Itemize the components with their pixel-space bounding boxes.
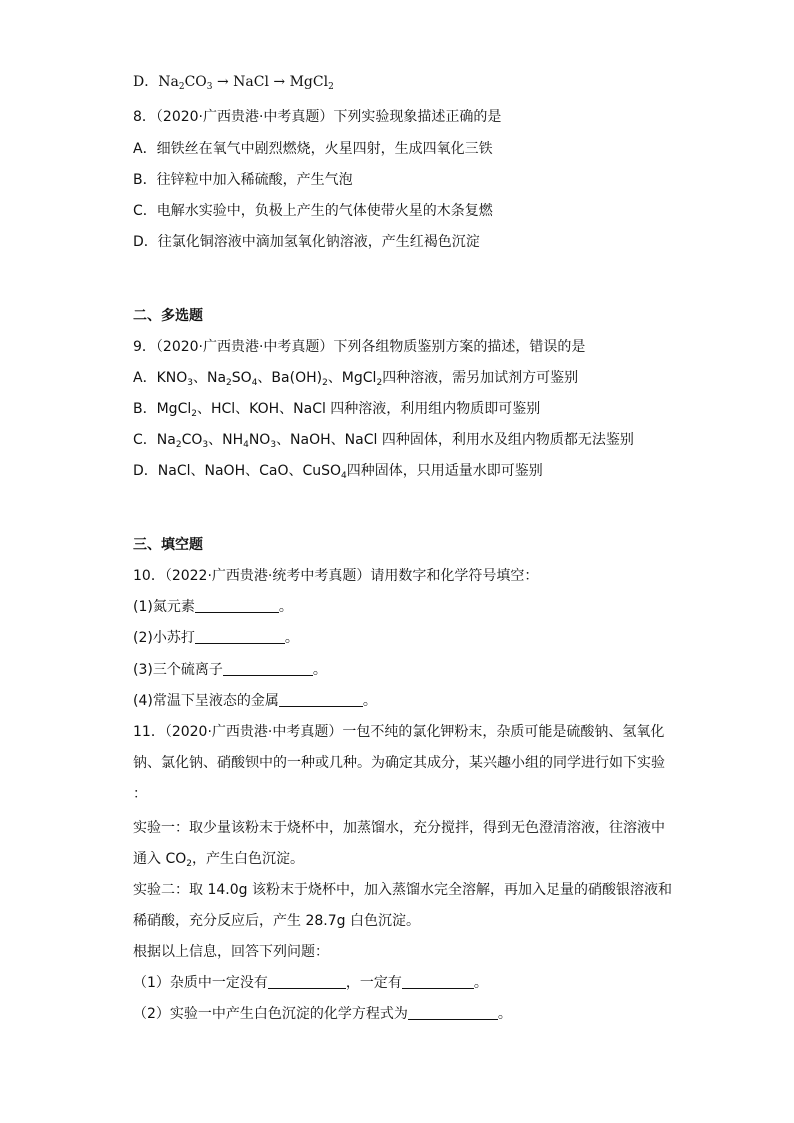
- subscript: 4: [251, 378, 258, 388]
- q9-option-a: [133, 368, 578, 388]
- q11-exp2-line-2: 稀硝酸，充分反应后，产生 28.7g 白色沉淀。: [133, 913, 420, 929]
- arrow-icon: →: [268, 74, 290, 90]
- subscript: 4: [341, 471, 347, 481]
- subscript: 4: [243, 440, 249, 450]
- text: 、NH: [208, 432, 244, 448]
- subscript: 2: [376, 378, 383, 388]
- section-title-fill-in: 三、填空题: [133, 537, 203, 553]
- text: ，一定有: [345, 975, 402, 991]
- subscript: 2: [226, 378, 232, 388]
- formula-part: MgCl: [289, 74, 329, 90]
- text: 。: [497, 1006, 512, 1022]
- option-prefix: D．: [133, 74, 159, 90]
- subscript: 3: [202, 440, 209, 450]
- formula-part: Na: [158, 74, 179, 90]
- text: 。: [473, 975, 488, 991]
- formula-part: CO: [184, 74, 207, 90]
- q9-option-b: [133, 399, 540, 419]
- answer-blank[interactable]: [195, 629, 285, 644]
- text: 。: [284, 630, 299, 646]
- text: 四种溶液，需另加试剂方可鉴别: [382, 370, 579, 386]
- q9-option-d: [133, 461, 543, 481]
- text: 。: [312, 662, 327, 678]
- subscript: 3: [206, 82, 213, 92]
- section-title-multiple-choice: 二、多选题: [133, 308, 203, 324]
- q8-option-c: C．电解水实验中，负极上产生的气体使带火星的木条复燃: [133, 203, 493, 219]
- q10-item-1: [133, 597, 293, 617]
- q10-item-4: [133, 691, 377, 711]
- q8-option-b: B．往锌粒中加入稀硫酸，产生气泡: [133, 172, 353, 188]
- q8-option-a: A．细铁丝在氧气中剧烈燃烧，火星四射，生成四氧化三铁: [133, 141, 493, 157]
- subscript: 2: [328, 82, 334, 92]
- item-label: (4)常温下呈液态的金属: [133, 693, 279, 709]
- q11-sub-2: [133, 1004, 512, 1024]
- subscript: 2: [191, 409, 197, 419]
- text: SO: [231, 370, 252, 386]
- q9-option-c: [133, 430, 634, 450]
- text: 通入 CO: [133, 851, 187, 867]
- q11-exp1-line-2: [133, 849, 304, 869]
- text: 、NaOH、NaCl 四种固体，利用水及组内物质都无法鉴别: [276, 432, 634, 448]
- arrow-icon: →: [212, 74, 234, 90]
- answer-blank[interactable]: [268, 974, 346, 989]
- text: 。: [278, 599, 293, 615]
- q7-option-d: [133, 72, 334, 92]
- text: 四种固体，只用适量水即可鉴别: [346, 463, 543, 479]
- text: D．NaCl、NaOH、CaO、CuSO: [133, 463, 342, 479]
- formula-part: NaCl: [233, 74, 269, 90]
- item-label: (2)小苏打: [133, 630, 195, 646]
- subscript: 2: [178, 82, 185, 92]
- text: 。: [362, 693, 377, 709]
- item-label: (1)氮元素: [133, 599, 195, 615]
- answer-blank[interactable]: [195, 598, 279, 613]
- text: （1）杂质中一定没有: [133, 975, 268, 991]
- answer-blank[interactable]: [279, 692, 363, 707]
- text: ，产生白色沉淀。: [191, 851, 304, 867]
- answer-blank[interactable]: [402, 974, 474, 989]
- q11-stem-line-1: 11．（2020·广西贵港·中考真题）一包不纯的氯化钾粉末，杂质可能是硫酸钠、氢氧化: [133, 724, 665, 740]
- q11-intro: 根据以上信息，回答下列问题：: [133, 944, 329, 960]
- q11-exp2-line-1: 实验二：取 14.0g 该粉末于烧杯中，加入蒸馏水完全溶解，再加入足量的硝酸银溶液和: [133, 882, 672, 898]
- answer-blank[interactable]: [408, 1005, 498, 1020]
- text: CO: [181, 432, 203, 448]
- q11-stem-line-2: 钠、氯化钠、硝酸钡中的一种或几种。为确定其成分，某兴趣小组的同学进行如下实验: [133, 755, 665, 771]
- q10-item-2: [133, 628, 299, 648]
- text: 、Ba(OH): [257, 370, 323, 386]
- q8-option-d: D．往氯化铜溶液中滴加氢氧化钠溶液，产生红褐色沉淀: [133, 234, 480, 250]
- subscript: 2: [186, 859, 192, 869]
- item-label: (3)三个硫离子: [133, 662, 223, 678]
- q11-exp1-line-1: 实验一：取少量该粉末于烧杯中，加蒸馏水，充分搅拌，得到无色澄清溶液，往溶液中: [133, 820, 665, 836]
- q10-item-3: [133, 660, 327, 680]
- text: C．Na: [133, 432, 176, 448]
- subscript: 3: [187, 378, 193, 388]
- text: 、Na: [192, 370, 227, 386]
- q11-sub-1: [133, 973, 488, 993]
- q11-stem-line-3: ：: [133, 786, 147, 802]
- subscript: 2: [175, 440, 182, 450]
- q10-stem: 10．（2022·广西贵港·统考中考真题）请用数字和化学符号填空：: [133, 568, 539, 584]
- text: NO: [248, 432, 271, 448]
- text: 、MgCl: [327, 370, 377, 386]
- answer-blank[interactable]: [223, 661, 313, 676]
- text: B．MgCl: [133, 401, 192, 417]
- subscript: 2: [322, 378, 328, 388]
- text: （2）实验一中产生白色沉淀的化学方程式为: [133, 1006, 408, 1022]
- q8-stem: 8．（2020·广西贵港·中考真题）下列实验现象描述正确的是: [133, 109, 502, 125]
- subscript: 3: [270, 440, 277, 450]
- text: A．KNO: [133, 370, 188, 386]
- q9-stem: 9．（2020·广西贵港·中考真题）下列各组物质鉴别方案的描述，错误的是: [133, 339, 586, 355]
- text: 、HCl、KOH、NaCl 四种溶液，利用组内物质即可鉴别: [196, 401, 541, 417]
